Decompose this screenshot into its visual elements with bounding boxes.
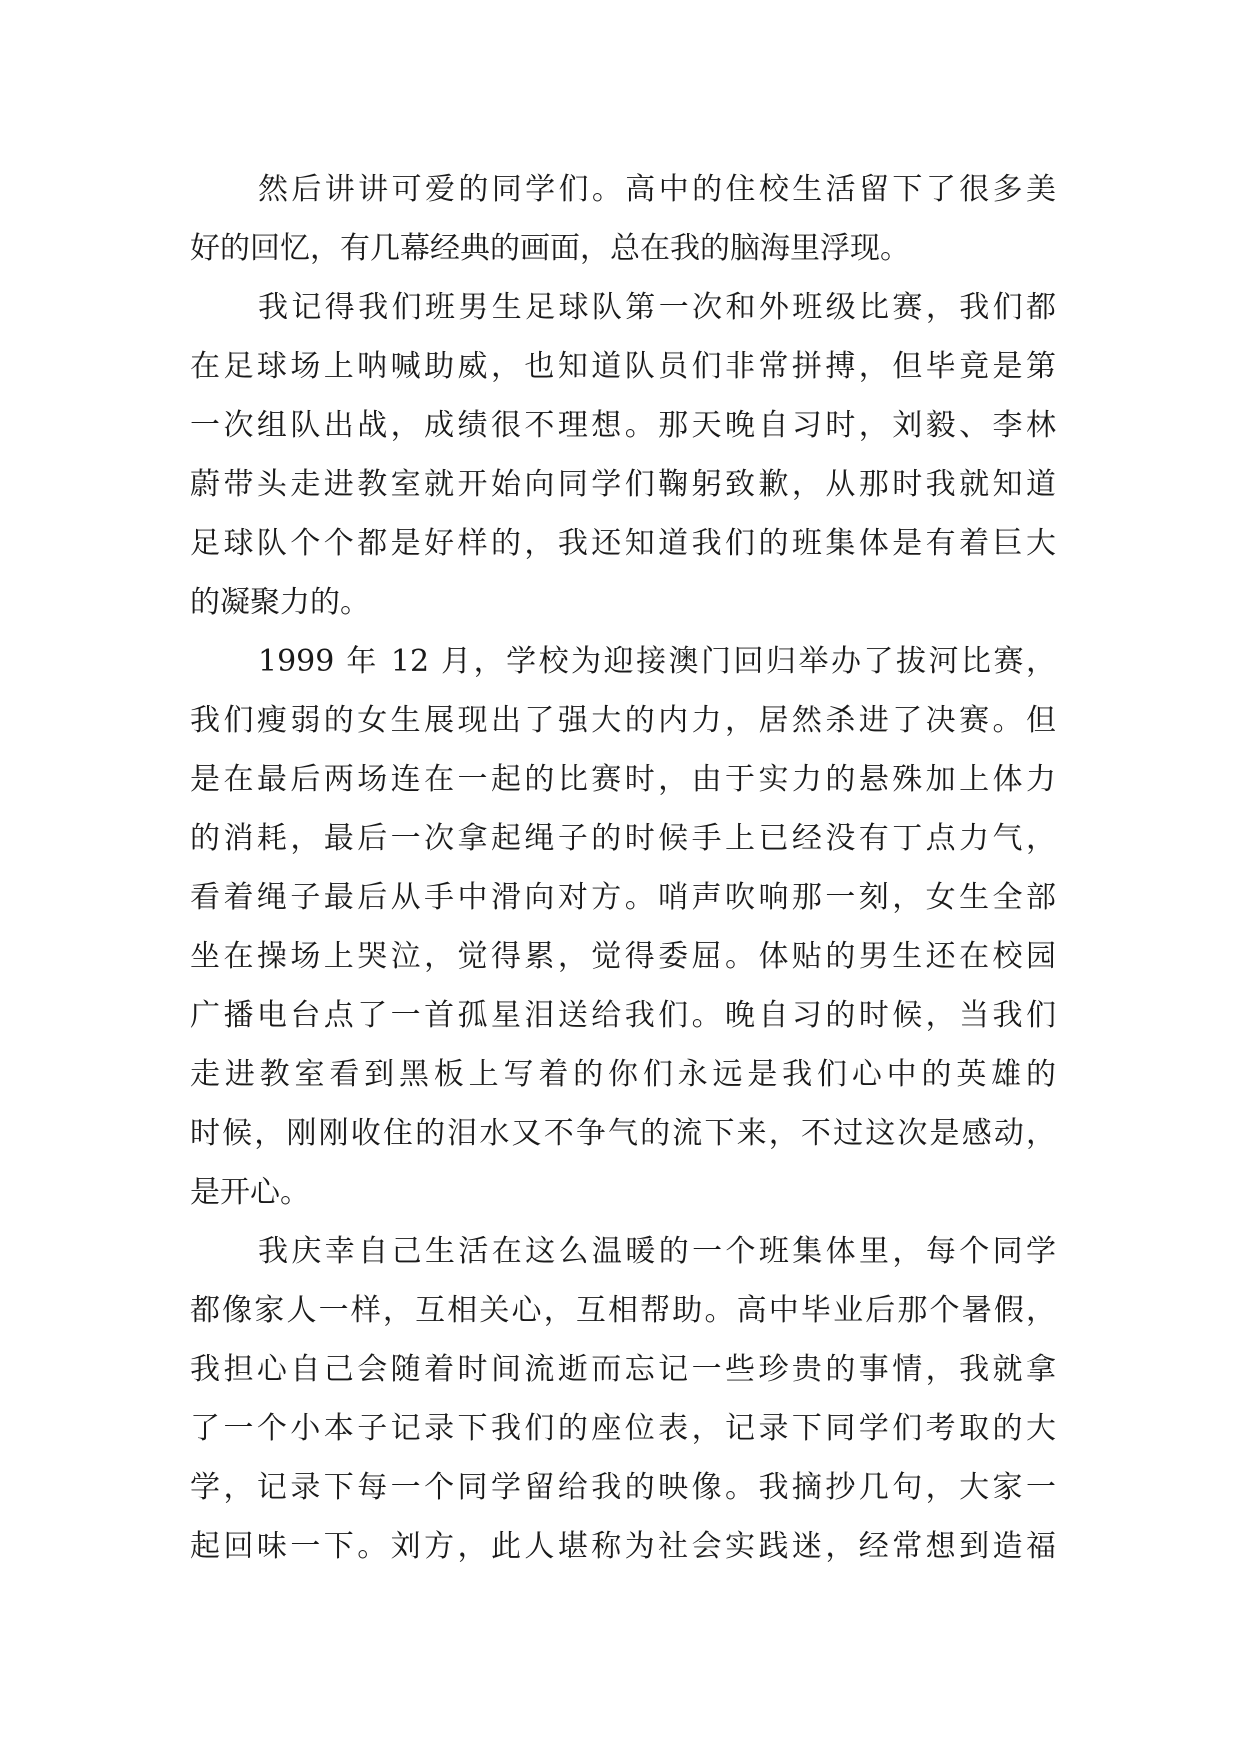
paragraph-line: 足球队个个都是好样的，我还知道我们的班集体是有着巨大 <box>190 526 1056 561</box>
paragraph-line: 我们瘦弱的女生展现出了强大的内力，居然杀进了决赛。但 <box>190 703 1056 738</box>
paragraph-line: 的凝聚力的。 <box>190 585 370 620</box>
paragraph-4 <box>190 1222 1056 1576</box>
paragraph-line: 我担心自己会随着时间流逝而忘记一些珍贵的事情，我就拿 <box>190 1352 1056 1387</box>
paragraph-line: 起回味一下。刘方，此人堪称为社会实践迷，经常想到造福 <box>190 1529 1056 1564</box>
paragraph-1 <box>190 160 1056 278</box>
paragraph-line: 的消耗，最后一次拿起绳子的时候手上已经没有丁点力气， <box>190 821 1056 856</box>
paragraph-line: 1999 年 12 月，学校为迎接澳门回归举办了拔河比赛， <box>258 644 1056 679</box>
paragraph-line: 一次组队出战，成绩很不理想。那天晚自习时，刘毅、李林 <box>190 408 1056 443</box>
paragraph-3 <box>190 632 1056 1222</box>
paragraph-line: 我庆幸自己生活在这么温暖的一个班集体里，每个同学 <box>258 1234 1056 1269</box>
document-body <box>190 160 1056 1576</box>
paragraph-line: 学，记录下每一个同学留给我的映像。我摘抄几句，大家一 <box>190 1470 1056 1505</box>
paragraph-line: 好的回忆，有几幕经典的画面，总在我的脑海里浮现。 <box>190 231 910 266</box>
paragraph-line: 我记得我们班男生足球队第一次和外班级比赛，我们都 <box>258 290 1056 325</box>
paragraph-line: 看着绳子最后从手中滑向对方。哨声吹响那一刻，女生全部 <box>190 880 1056 915</box>
paragraph-line: 了一个小本子记录下我们的座位表，记录下同学们考取的大 <box>190 1411 1056 1446</box>
paragraph-line: 广播电台点了一首孤星泪送给我们。晚自习的时候，当我们 <box>190 998 1056 1033</box>
paragraph-line: 坐在操场上哭泣，觉得累，觉得委屈。体贴的男生还在校园 <box>190 939 1056 974</box>
paragraph-line: 在足球场上呐喊助威，也知道队员们非常拼搏，但毕竟是第 <box>190 349 1056 384</box>
paragraph-line: 时候，刚刚收住的泪水又不争气的流下来，不过这次是感动， <box>190 1116 1056 1151</box>
paragraph-line: 是开心。 <box>190 1175 310 1210</box>
paragraph-line: 是在最后两场连在一起的比赛时，由于实力的悬殊加上体力 <box>190 762 1056 797</box>
paragraph-line: 然后讲讲可爱的同学们。高中的住校生活留下了很多美 <box>258 172 1056 207</box>
paragraph-line: 走进教室看到黑板上写着的你们永远是我们心中的英雄的 <box>190 1057 1056 1092</box>
paragraph-2 <box>190 278 1056 632</box>
paragraph-line: 蔚带头走进教室就开始向同学们鞠躬致歉，从那时我就知道 <box>190 467 1056 502</box>
paragraph-line: 都像家人一样，互相关心，互相帮助。高中毕业后那个暑假， <box>190 1293 1056 1328</box>
